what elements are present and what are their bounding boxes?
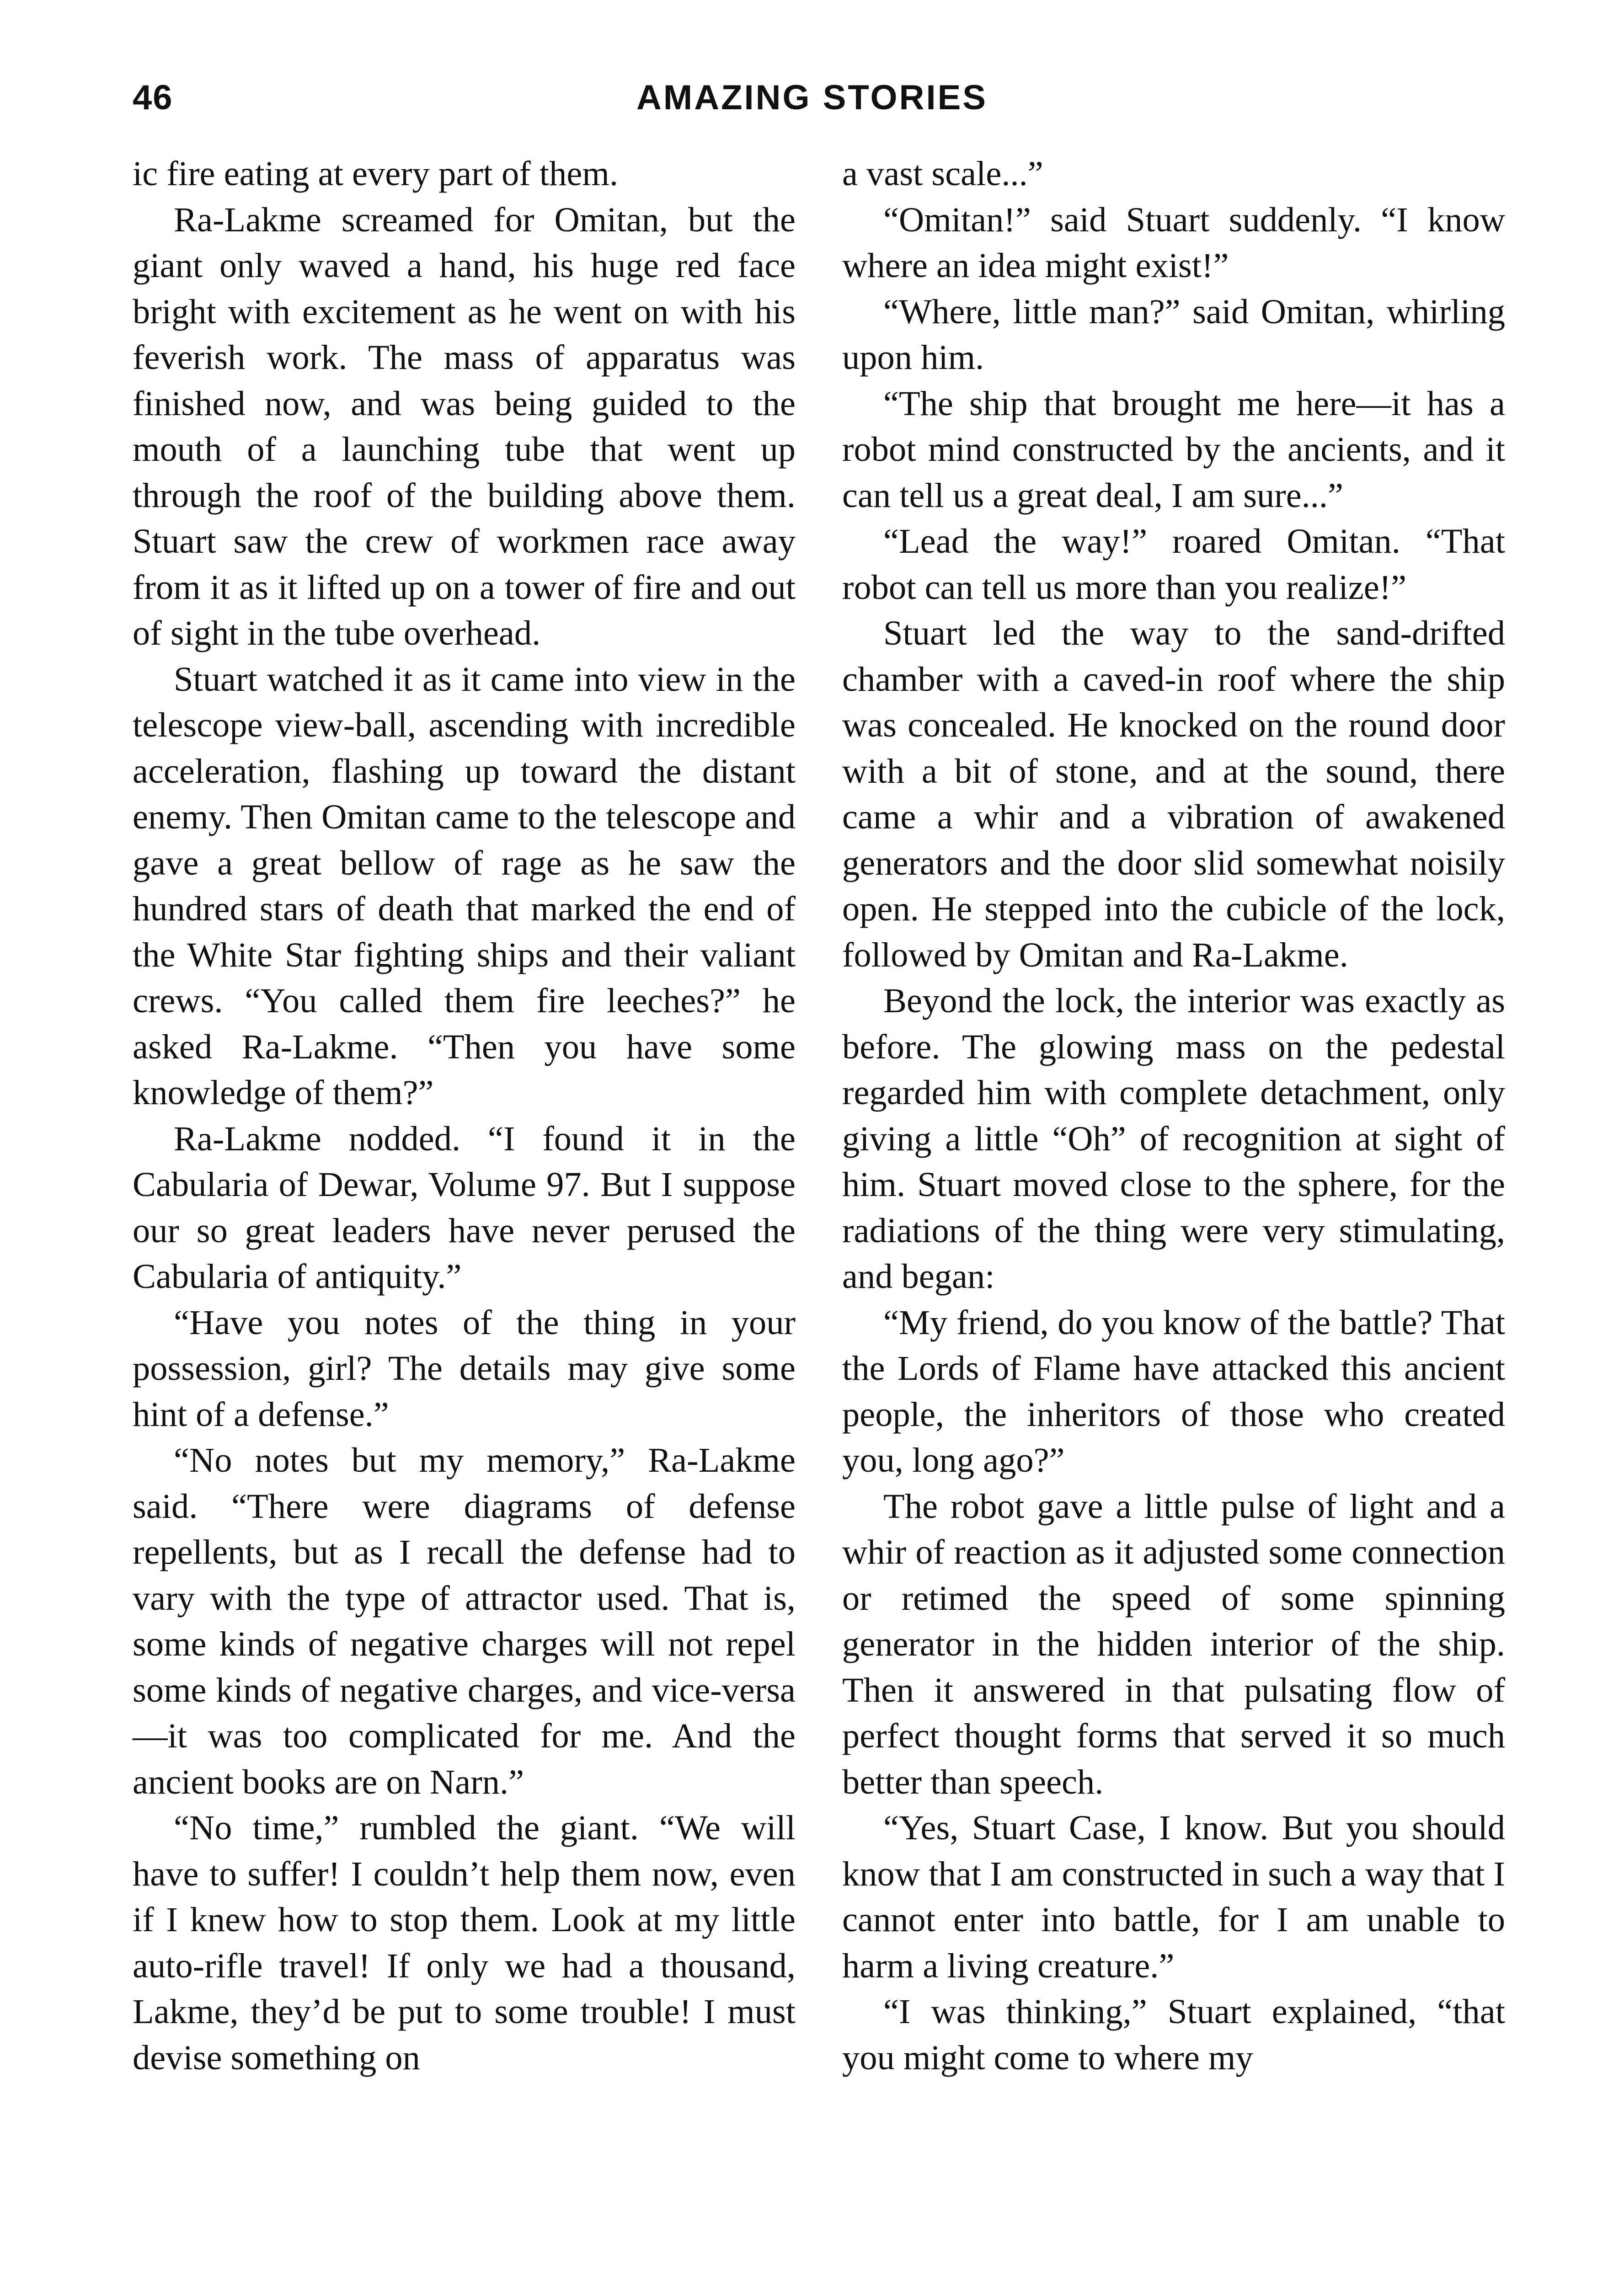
paragraph: Stuart led the way to the sand-drifted chamber with a caved-in roof where the ship was concealed. He knocked on the round door with a bit of stone, and at the sound, there came a whir and a vibration of awakened generators and the door slid somewhat noisily open. He stepped into the cubicle of the lock, followed by Omitan and Ra-Lakme. — [842, 614, 1505, 974]
paragraph: “No time,” rumbled the giant. “We will have to suffer! I couldn’t help them now, even if I knew how to stop them. Look at my little auto-rifle travel! If only we had a thousand, Lakme, they’d be put to some trouble! I must devise something on — [133, 1808, 796, 2077]
paragraph: “Omitan!” said Stuart suddenly. “I know where an idea might exist!” — [842, 200, 1505, 285]
paragraph: Beyond the lock, the interior was exactly as before. The glowing mass on the pedestal regarded him with complete detachment, only giving a little “Oh” of recognition at sight of him. Stuart moved close to the sphere, for the radiations of the thing were very stimulating, and began: — [842, 981, 1505, 1296]
paragraph: ic fire eating at every part of them. — [133, 154, 618, 193]
left-column — [133, 151, 796, 2081]
paragraph: Stuart watched it as it came into view in the telescope view-ball, ascending with incredible acceleration, flashing up toward the distant enemy. Then Omitan came to the telescope and gave a great bellow of rage as he saw the hundred stars of death that marked the end of the White Star fighting ships and their valiant crews. “You called them fire leeches?” he asked Ra-Lakme. “Then you have some knowledge of them?” — [133, 659, 796, 1112]
paragraph: a vast scale...” — [842, 154, 1043, 193]
paragraph: “The ship that brought me here—it has a robot mind constructed by the ancients, and it can tell us a great deal, I am sure...” — [842, 384, 1505, 515]
paragraph: “Yes, Stuart Case, I know. But you should know that I am constructed in such a way that I cannot enter into battle, for I am unable to harm a living creature.” — [842, 1808, 1505, 1985]
right-column — [842, 151, 1505, 2081]
paragraph: Ra-Lakme nodded. “I found it in the Cabularia of Dewar, Volume 97. But I suppose our so great leaders have never perused the Cabularia of antiquity.” — [133, 1119, 796, 1296]
page-number: 46 — [133, 78, 173, 117]
paragraph: “Lead the way!” roared Omitan. “That robot can tell us more than you realize!” — [842, 522, 1505, 607]
paragraph: “My friend, do you know of the battle? That the Lords of Flame have attacked this ancient people, the inheritors of those who created you, long ago?” — [842, 1303, 1505, 1479]
running-head: AMAZING STORIES — [636, 78, 988, 117]
paragraph: Ra-Lakme screamed for Omitan, but the giant only waved a hand, his huge red face bright with excitement as he went on with his feverish work. The mass of apparatus was finished now, and was being guided to the mouth of a launching tube that went up through the roof of the building above them. Stuart saw the crew of workmen race away from it as it lifted up on a tower of fire and out of sight in the tube overhead. — [133, 200, 796, 652]
paragraph: “No notes but my memory,” Ra-Lakme said. “There were diagrams of defense repellents, but as I recall the defense had to vary with the type of attractor used. That is, some kinds of negative charges will not repel some kinds of negative charges, and vice-versa—it was too complicated for me. And the ancient books are on Narn.” — [133, 1441, 796, 1801]
paragraph: “Where, little man?” said Omitan, whirling upon him. — [842, 292, 1505, 377]
paragraph: “I was thinking,” Stuart explained, “that you might come to where my — [842, 1992, 1505, 2077]
paragraph: The robot gave a little pulse of light and a whir of reaction as it adjusted some connection or retimed the speed of some spinning generator in the hidden interior of the ship. Then it answered in that pulsating flow of perfect thought forms that served it so much better than speech. — [842, 1486, 1505, 1801]
paragraph: “Have you notes of the thing in your possession, girl? The details may give some hint of a defense.” — [133, 1303, 796, 1434]
